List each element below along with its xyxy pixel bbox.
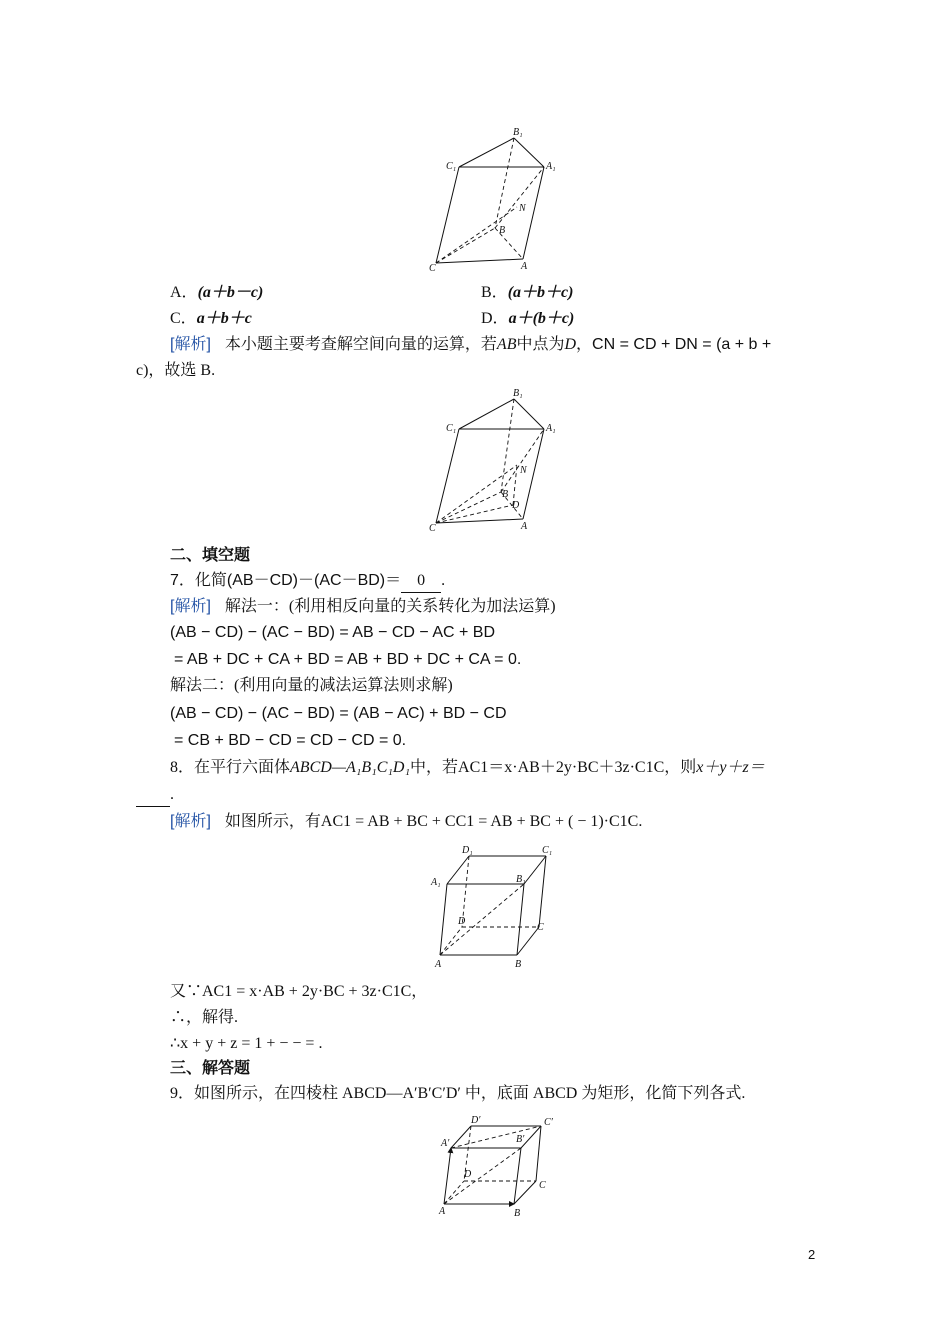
- q6-analysis-text1: 本小题主要考查解空间向量的运算，若: [224, 336, 497, 353]
- analysis-tag: [解析]: [170, 813, 211, 830]
- fig4-label-D: D: [464, 1169, 472, 1180]
- fig2-label-C1: C₁: [446, 423, 457, 434]
- q6-analysis-formula: ，CN = CD + DN = (a + b +: [576, 336, 772, 353]
- fig3-label-B: B: [515, 959, 522, 970]
- fig3-label-A: A: [435, 959, 442, 970]
- fig2-label-A: A: [521, 521, 528, 532]
- option-d-label: D．: [481, 310, 509, 327]
- q8-answer-blank: [136, 784, 170, 807]
- option-a: [170, 282, 263, 304]
- q8-analysis-text: 如图所示，有AC1 = AB + BC + CC1 = AB + BC + ( − 1)·C1C.: [224, 813, 643, 830]
- option-b-label: B．: [481, 284, 508, 301]
- q6-analysis-d: D: [564, 336, 577, 353]
- q8-again: 又∵AC1 = x·AB + 2y·BC + 3z·C1C，: [170, 983, 428, 1000]
- section2-title: 二、填空题: [170, 547, 251, 564]
- fig2-label-B1: B₁: [513, 388, 523, 399]
- q7-answer-blank: 0: [401, 570, 441, 593]
- q8-therefore1: ∴，解得.: [170, 1009, 239, 1026]
- fig2-label-A1: A₁: [546, 423, 556, 434]
- q7-m2-line1: (AB − CD) − (AC − BD) = (AB − AC) + BD − CD: [170, 705, 507, 722]
- q8-solid: ABCD—A₁B₁C₁D₁: [290, 759, 411, 776]
- option-b: [481, 282, 573, 304]
- q7-m1-line1: (AB − CD) − (AC − BD) = AB − CD − AC + BD: [170, 624, 495, 641]
- fig3-label-A1: A₁: [431, 877, 441, 888]
- q6-analysis-text2: 中点为: [516, 336, 565, 353]
- fig3-label-C: C: [537, 922, 544, 933]
- q7-m1-line2: = AB + DC + CA + BD = AB + BD + DC + CA = 0.: [174, 651, 522, 668]
- q8-stem-line2: [136, 784, 174, 807]
- analysis-tag: [解析]: [170, 598, 211, 615]
- option-c-text: a＋b＋c: [196, 310, 252, 327]
- fig1-label-C1: C₁: [446, 161, 457, 172]
- q7-stem-end: .: [441, 572, 446, 589]
- option-d-text: a＋(b＋c): [508, 310, 575, 327]
- q7-stem-text: 7．化简(AB－CD)－(AC－BD)＝: [170, 572, 402, 589]
- q6-analysis-line1: [170, 334, 771, 356]
- option-a-label: A．: [170, 284, 198, 301]
- option-d: [481, 308, 574, 330]
- fig1-label-C: C: [429, 263, 436, 274]
- figure-parallelepiped-1: [425, 840, 565, 975]
- section3-title: 三、解答题: [170, 1060, 251, 1077]
- q7-m2-line2: = CB + BD − CD = CD − CD = 0.: [174, 732, 407, 749]
- q8-analysis: [170, 811, 642, 833]
- option-c: [170, 308, 252, 330]
- q8-xyz: x＋y＋z＝: [696, 759, 765, 776]
- figure-prism-1: [425, 125, 565, 275]
- analysis-tag: [解析]: [170, 336, 211, 353]
- q7-method2-title: 解法二：(利用向量的减法运算法则求解): [170, 677, 453, 694]
- fig2-label-N: N: [520, 465, 527, 476]
- fig4-label-C: C: [539, 1180, 546, 1191]
- fig4-label-A: A: [439, 1206, 446, 1217]
- fig4-label-B: B: [514, 1208, 521, 1219]
- q7-method1-title: 解法一：(利用相反向量的关系转化为加法运算): [224, 598, 556, 615]
- fig1-label-A: A: [521, 261, 528, 272]
- fig3-label-C1: C₁: [542, 845, 553, 856]
- q8-stem-a: 8．在平行六面体: [170, 759, 291, 776]
- option-a-text: (a＋b－c): [197, 284, 264, 301]
- fig3-label-B1: B₁: [516, 874, 526, 885]
- q7-stem: [170, 570, 445, 593]
- q7-analysis-method1: [170, 596, 556, 618]
- fig4-label-D-prime: D′: [471, 1115, 481, 1126]
- fig3-label-D1: D₁: [462, 845, 473, 856]
- page-number: 2: [808, 1247, 816, 1262]
- fig4-label-B-prime: B′: [516, 1134, 525, 1145]
- q8-stem: [170, 757, 765, 779]
- fig4-label-A-prime: A′: [441, 1138, 450, 1149]
- q8-stem-b: 中，若AC1＝x·AB＋2y·BC＋3z·C1C，则: [410, 759, 697, 776]
- fig1-label-B1: B₁: [513, 127, 523, 138]
- q8-therefore2: ∴x + y + z = 1 + − − = .: [170, 1035, 323, 1052]
- fig4-label-C-prime: C′: [544, 1117, 553, 1128]
- figure-prism-2: [425, 385, 565, 535]
- option-b-text: (a＋b＋c): [507, 284, 574, 301]
- fig2-label-C: C: [429, 523, 436, 534]
- option-c-label: C．: [170, 310, 197, 327]
- q6-analysis-line2: c)，故选 B.: [136, 362, 216, 379]
- q8-line2-end: .: [170, 786, 174, 803]
- fig2-label-D: D: [512, 500, 520, 511]
- q9-stem: 9．如图所示，在四棱柱 ABCD—A′B′C′D′ 中，底面 ABCD 为矩形，化简下列各式.: [170, 1085, 746, 1102]
- q6-analysis-ab: AB: [496, 336, 517, 353]
- figure-prism-quad: [425, 1108, 565, 1223]
- fig1-label-B: B: [499, 225, 506, 236]
- fig3-label-D: D: [458, 916, 466, 927]
- fig1-label-N: N: [519, 203, 526, 214]
- fig1-label-A1: A₁: [546, 161, 556, 172]
- fig2-label-B: B: [502, 489, 509, 500]
